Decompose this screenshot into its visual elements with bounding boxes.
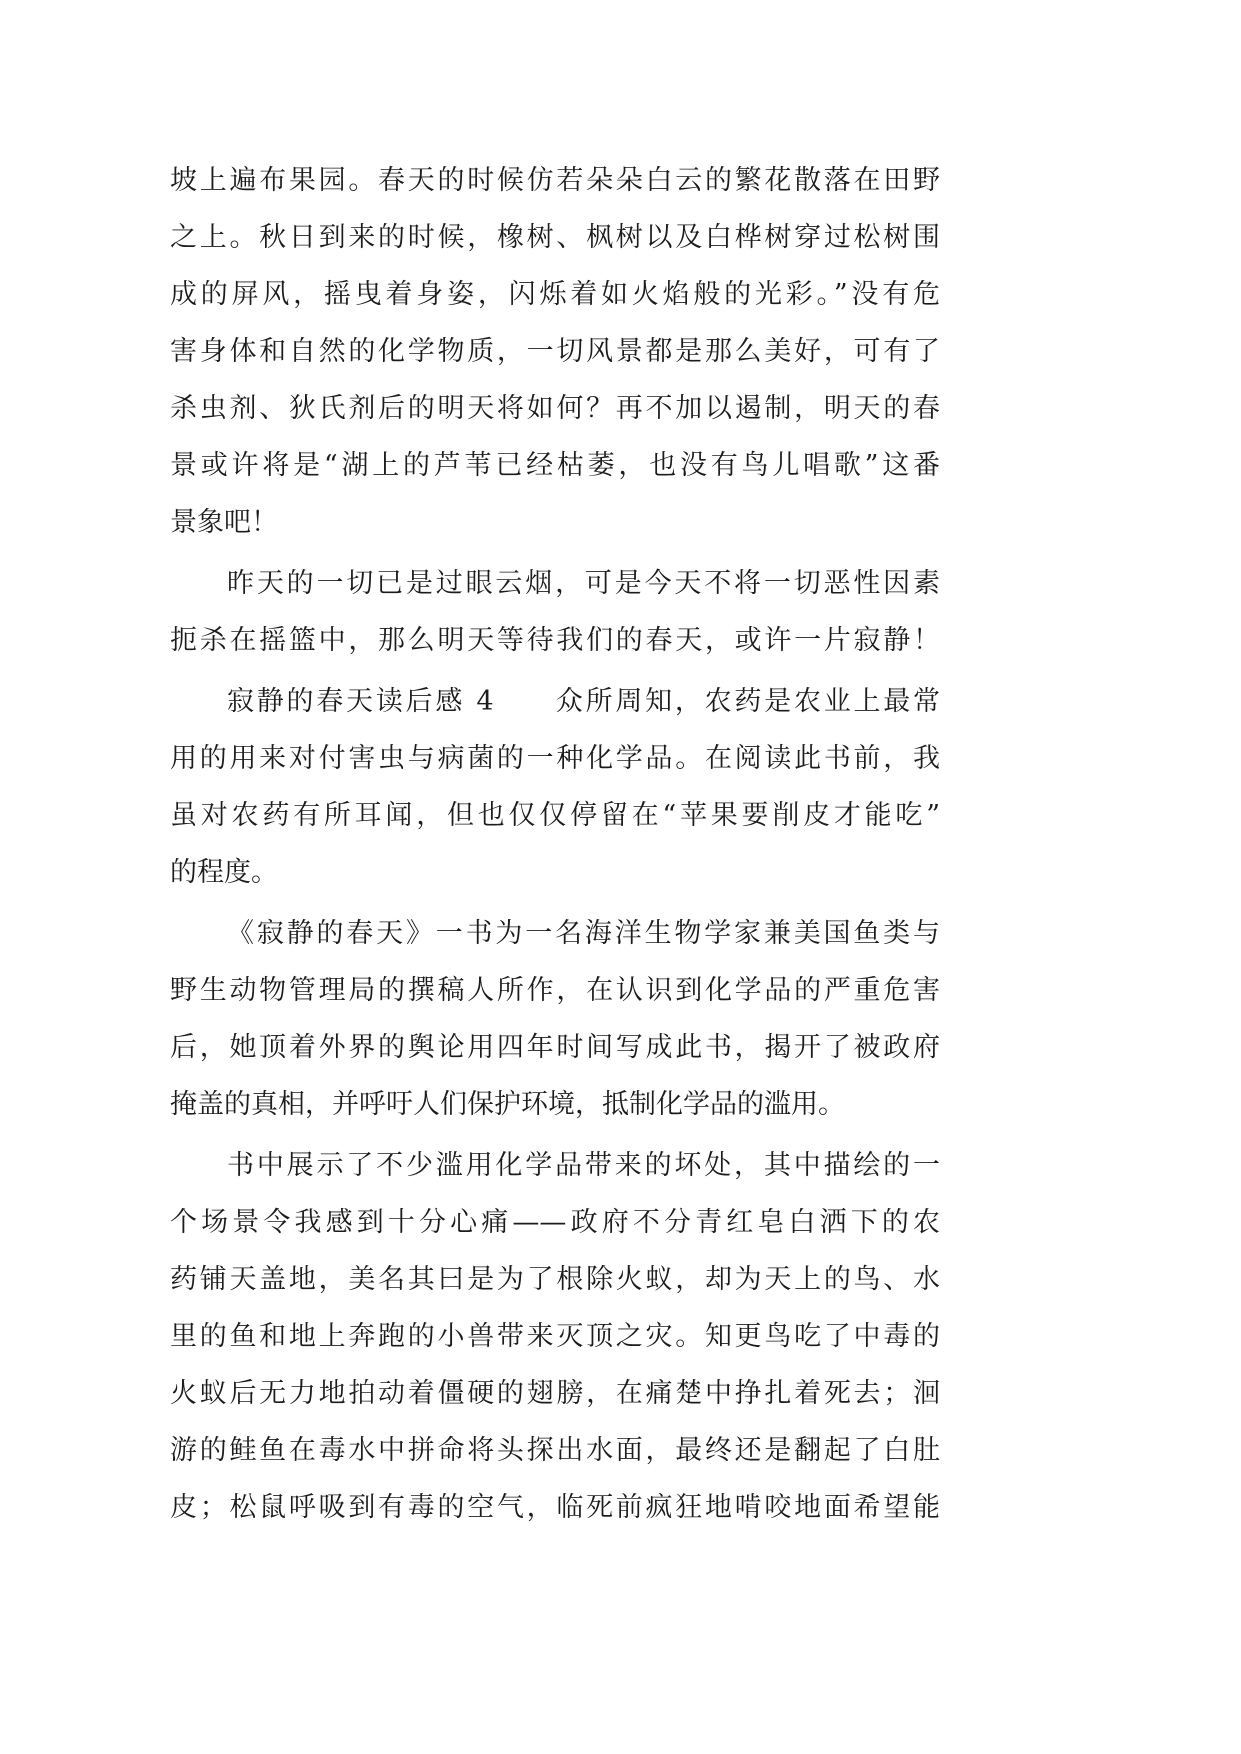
- text-line: 寂静的春天读后感 4 众所周知，农药是农业上最常: [227, 686, 940, 717]
- text-line: 药铺天盖地，美名其曰是为了根除火蚁，却为天上的鸟、水: [170, 1264, 940, 1295]
- text-line: 《寂静的春天》一书为一名海洋生物学家兼美国鱼类与: [227, 918, 940, 949]
- text-line: 景或许将是“湖上的芦苇已经枯萎，也没有鸟儿唱歌”这番: [170, 450, 940, 481]
- text-line: 野生动物管理局的撰稿人所作，在认识到化学品的严重危害: [170, 975, 940, 1006]
- document-body: [170, 152, 940, 1540]
- text-line: 个场景令我感到十分心痛——政府不分青红皂白洒下的农: [170, 1207, 940, 1238]
- text-line: 掩盖的真相，并呼吁人们保护环境，抵制化学品的滥用。: [170, 1089, 845, 1120]
- text-line: 火蚁后无力地拍动着僵硬的翅膀，在痛楚中挣扎着死去；洄: [170, 1378, 940, 1409]
- text-line: 坡上遍布果园。春天的时候仿若朵朵白云的繁花散落在田野: [170, 165, 940, 196]
- text-line: 书中展示了不少滥用化学品带来的坏处，其中描绘的一: [227, 1150, 940, 1181]
- text-line: 虽对农药有所耳闻，但也仅仅停留在“苹果要削皮才能吃”: [170, 800, 940, 831]
- paragraph: [170, 152, 940, 551]
- text-line: 害身体和自然的化学物质，一切风景都是那么美好，可有了: [170, 336, 940, 367]
- text-line: 游的鲑鱼在毒水中拼命将头探出水面，最终还是翻起了白肚: [170, 1435, 940, 1466]
- paragraph: [170, 1137, 940, 1536]
- text-line: 杀虫剂、狄氏剂后的明天将如何？再不加以遏制，明天的春: [170, 393, 940, 424]
- text-line: 的程度。: [170, 857, 278, 888]
- paragraph: [170, 905, 940, 1133]
- text-line: 扼杀在摇篮中，那么明天等待我们的春天，或许一片寂静！: [170, 625, 940, 656]
- text-line: 后，她顶着外界的舆论用四年时间写成此书，揭开了被政府: [170, 1032, 940, 1063]
- text-line: 里的鱼和地上奔跑的小兽带来灭顶之灾。知更鸟吃了中毒的: [170, 1321, 940, 1352]
- text-line: 用的用来对付害虫与病菌的一种化学品。在阅读此书前，我: [170, 743, 940, 774]
- text-line: 景象吧！: [170, 507, 278, 538]
- text-line: 皮；松鼠呼吸到有毒的空气，临死前疯狂地啃咬地面希望能: [170, 1492, 940, 1523]
- text-line: 之上。秋日到来的时候，橡树、枫树以及白桦树穿过松树围: [170, 222, 940, 253]
- paragraph: [170, 673, 940, 901]
- text-line: 昨天的一切已是过眼云烟，可是今天不将一切恶性因素: [227, 568, 940, 599]
- text-line: 成的屏风，摇曳着身姿，闪烁着如火焰般的光彩。”没有危: [170, 279, 940, 310]
- paragraph: [170, 555, 940, 669]
